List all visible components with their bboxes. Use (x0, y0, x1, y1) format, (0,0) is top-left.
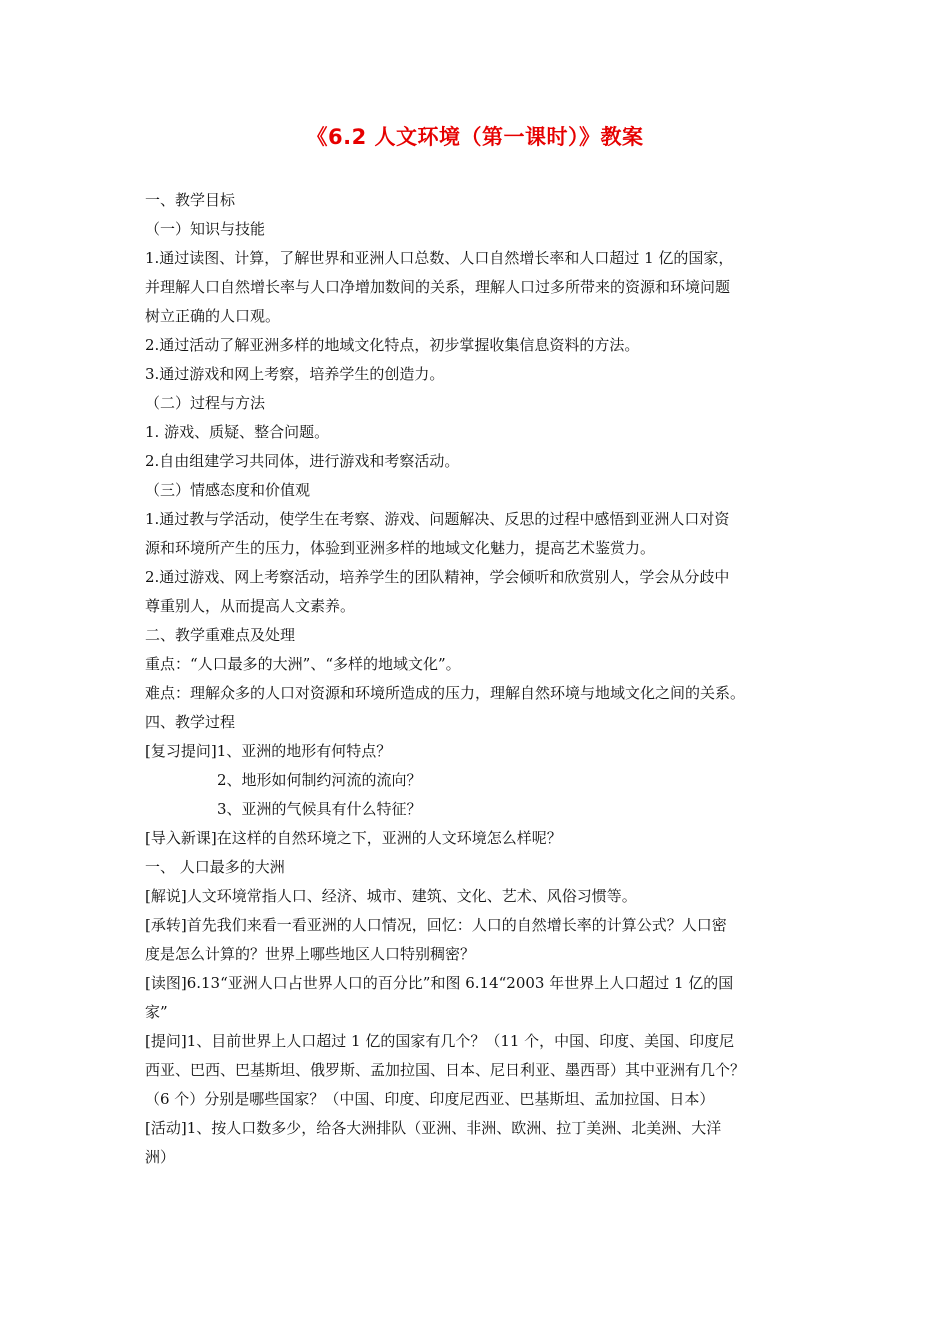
paragraph-line-indented: 2、地形如何制约河流的流向？ (217, 771, 422, 789)
paragraph-line: [复习提问]1、亚洲的地形有何特点？ (145, 742, 392, 760)
document-body (145, 186, 815, 1172)
paragraph-line: 尊重别人，从而提高人文素养。 (145, 597, 356, 615)
paragraph-line: （6 个）分别是哪些国家？（中国、印度、印度尼西亚、巴基斯坦、孟加拉国、日本） (145, 1090, 715, 1108)
paragraph-line: 1.通过读图、计算，了解世界和亚洲人口总数、人口自然增长率和人口超过 1 亿的国家， (145, 249, 734, 267)
paragraph-line: 源和环境所产生的压力，体验到亚洲多样的地域文化魅力，提高艺术鉴赏力。 (145, 539, 656, 557)
paragraph-line: [承转]首先我们来看一看亚洲的人口情况，回忆：人口的自然增长率的计算公式？人口密 (145, 916, 727, 934)
paragraph-line: 1. 游戏、质疑、整合问题。 (145, 423, 330, 441)
subsection-attitudes-values: （三）情感态度和价值观 (145, 481, 311, 499)
paragraph-line: [读图]6.13“亚洲人口占世界人口的百分比”和图 6.14“2003 年世界上人口超过 1 亿的国 (145, 974, 734, 992)
paragraph-line: [导入新课]在这样的自然环境之下，亚洲的人文环境怎么样呢？ (145, 829, 562, 847)
section-heading-key-points: 二、教学重难点及处理 (145, 626, 296, 644)
section-heading-process: 四、教学过程 (145, 713, 236, 731)
paragraph-line: 度是怎么计算的？世界上哪些地区人口特别稠密？ (145, 945, 476, 963)
section-heading-population: 一、 人口最多的大洲 (145, 858, 285, 876)
paragraph-line: 3.通过游戏和网上考察，培养学生的创造力。 (145, 365, 445, 383)
paragraph-line: 2.通过活动了解亚洲多样的地域文化特点，初步掌握收集信息资料的方法。 (145, 336, 640, 354)
subsection-process-methods: （二）过程与方法 (145, 394, 266, 412)
document-title: 《6.2 人文环境（第一课时）》教案 (306, 125, 644, 149)
paragraph-line: [提问]1、目前世界上人口超过 1 亿的国家有几个？（11 个，中国、印度、美国、印度尼 (145, 1032, 735, 1050)
paragraph-line: [解说]人文环境常指人口、经济、城市、建筑、文化、艺术、风俗习惯等。 (145, 887, 637, 905)
paragraph-line: 难点：理解众多的人口对资源和环境所造成的压力，理解自然环境与地域文化之间的关系。 (145, 684, 746, 702)
paragraph-line-indented: 3、亚洲的气候具有什么特征？ (217, 800, 422, 818)
paragraph-line: 2.通过游戏、网上考察活动，培养学生的团队精神，学会倾听和欣赏别人，学会从分歧中 (145, 568, 730, 586)
paragraph-line: 并理解人口自然增长率与人口净增加数间的关系，理解人口过多所带来的资源和环境问题 (145, 278, 731, 296)
paragraph-line: 洲） (145, 1148, 176, 1166)
paragraph-line: 重点：“人口最多的大洲”、“多样的地域文化”。 (145, 655, 461, 673)
paragraph-line: 树立正确的人口观。 (145, 307, 281, 325)
paragraph-line: 2.自由组建学习共同体，进行游戏和考察活动。 (145, 452, 460, 470)
subsection-knowledge-skills: （一）知识与技能 (145, 220, 266, 238)
paragraph-line: [活动]1、按人口数多少，给各大洲排队（亚洲、非洲、欧洲、拉丁美洲、北美洲、大洋 (145, 1119, 722, 1137)
paragraph-line: 家” (145, 1003, 168, 1021)
paragraph-line: 西亚、巴西、巴基斯坦、俄罗斯、孟加拉国、日本、尼日利亚、墨西哥）其中亚洲有几个？ (145, 1061, 746, 1079)
paragraph-line: 1.通过教与学活动，使学生在考察、游戏、问题解决、反思的过程中感悟到亚洲人口对资 (145, 510, 730, 528)
section-heading-goals: 一、教学目标 (145, 191, 236, 209)
